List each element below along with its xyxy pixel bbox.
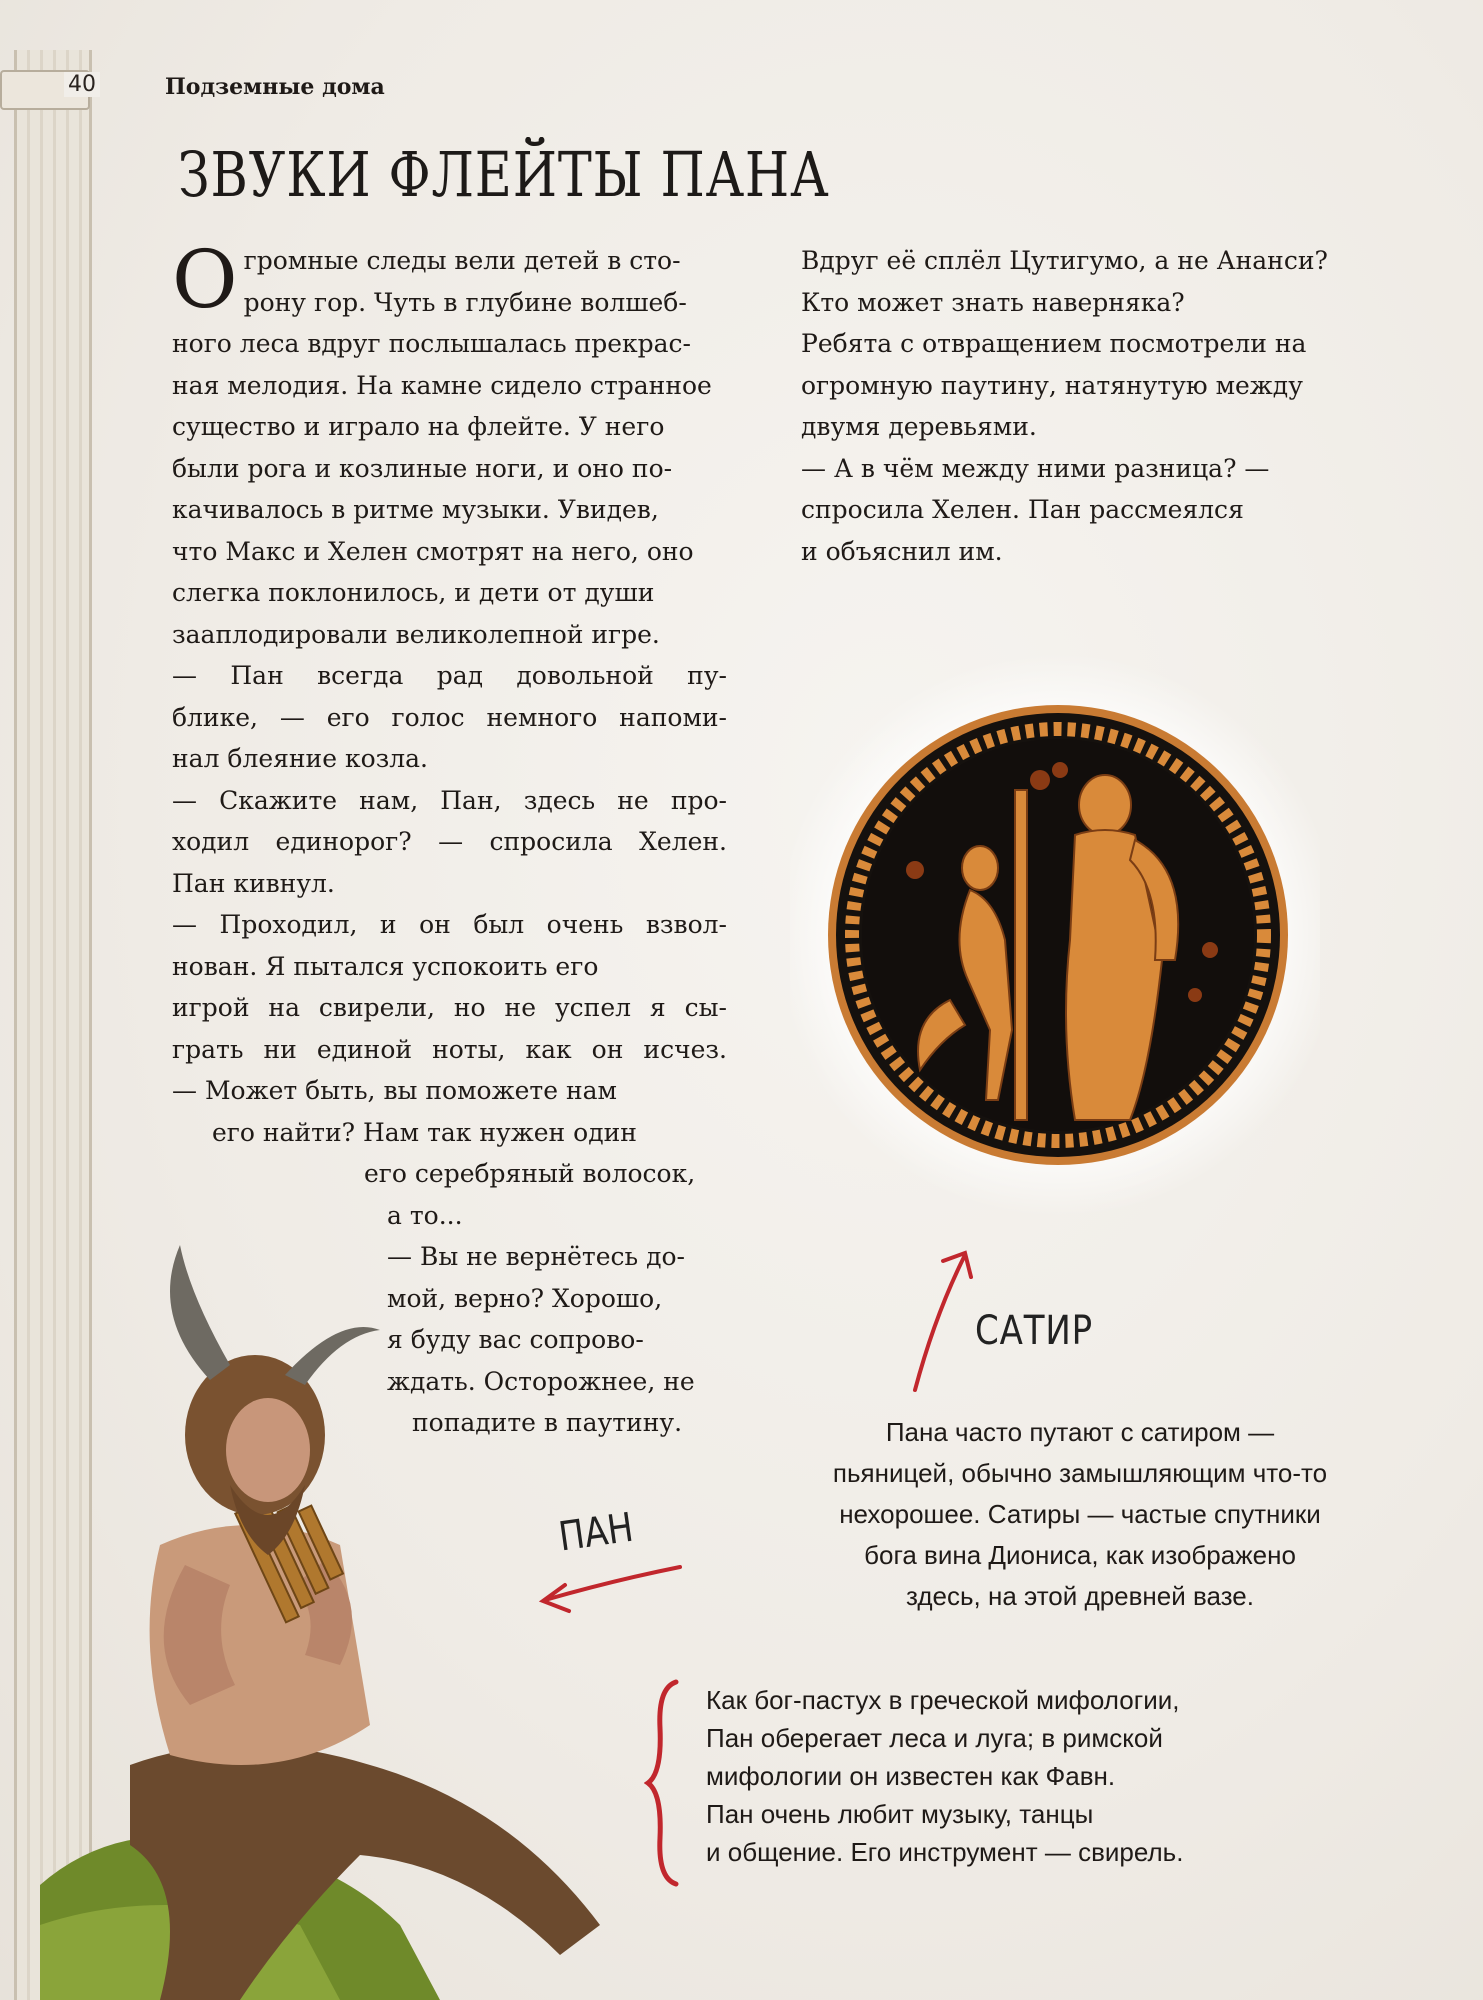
caption-line: Пана часто путают с сатиром —	[885, 1417, 1275, 1447]
caption-line: бога вина Диониса, как изображено	[864, 1540, 1296, 1570]
text-line: игрой на свирели, но не успел я сы-	[172, 993, 727, 1022]
text-line: я буду вас сопрово-	[387, 1325, 644, 1354]
text-line: Ребята с отвращением посмотрели на	[801, 329, 1307, 358]
note-line: Как бог-пастух в греческой мифологии,	[706, 1685, 1180, 1715]
page-title: ЗВУКИ ФЛЕЙТЫ ПАНА	[178, 138, 830, 211]
text-line: — А в чём между ними разница? —	[801, 453, 1270, 483]
curly-brace	[644, 1678, 684, 1888]
text-line: были рога и козлиные ноги, и оно по-	[172, 453, 673, 483]
text-line: Вдруг её сплёл Цутигумо, а не Ананси?	[801, 246, 1328, 275]
text-line: а то...	[387, 1200, 463, 1230]
text-line: что Макс и Хелен смотрят на него, оно	[172, 536, 694, 566]
text-line: слегка поклонилось, и дети от души	[172, 578, 655, 607]
ancient-vase-image	[790, 600, 1320, 1270]
text-line: мой, верно? Хорошо,	[387, 1283, 663, 1313]
note-line: Пан оберегает леса и луга; в римской	[706, 1723, 1163, 1753]
text-line: громные следы вели детей в сто-	[243, 246, 681, 275]
drop-cap: О	[172, 233, 238, 326]
satyr-caption	[820, 1412, 1340, 1617]
text-line: нован. Я пытался успокоить его	[172, 951, 599, 981]
note-line: и общение. Его инструмент — свирель.	[706, 1837, 1184, 1867]
text-line: и объяснил им.	[801, 536, 1003, 566]
section-title: Подземные дома	[165, 74, 385, 100]
text-line: ждать. Осторожнее, не	[387, 1366, 695, 1396]
satyr-label: САТИР	[975, 1308, 1093, 1354]
text-line: попадите в паутину.	[412, 1408, 683, 1437]
caption-line: нехорошее. Сатиры — частые спутники	[839, 1499, 1321, 1529]
note-line: мифологии он известен как Фавн.	[706, 1761, 1116, 1791]
note-line: Пан очень любит музыку, танцы	[706, 1799, 1094, 1829]
text-line: огромную паутину, натянутую между	[801, 370, 1303, 400]
text-line: ного леса вдруг послышалась прекрас-	[172, 329, 691, 358]
text-line: нал блеяние козла.	[172, 744, 429, 773]
text-line: Пан кивнул.	[172, 868, 335, 898]
right-text-column	[801, 240, 1391, 572]
text-line: Кто может знать наверняка?	[801, 287, 1185, 317]
text-line: качивалось в ритме музыки. Увидев,	[172, 495, 659, 524]
pan-arrow	[535, 1555, 685, 1615]
text-line: грать ни единой ноты, как он исчез.	[172, 1034, 727, 1064]
pan-note	[706, 1681, 1326, 1871]
text-line: ходил единорог? — спросила Хелен.	[172, 827, 727, 856]
text-line: блике, — его голос немного напоми-	[172, 702, 727, 732]
text-line: — Пан всегда рад довольной пу-	[172, 661, 727, 690]
text-line: — Проходил, и он был очень взвол-	[172, 910, 727, 939]
text-line: рону гор. Чуть в глубине волшеб-	[243, 287, 687, 317]
text-line: — Скажите нам, Пан, здесь не про-	[172, 785, 727, 815]
text-line: ная мелодия. На камне сидело странное	[172, 370, 712, 400]
text-line: существо и играло на флейте. У него	[172, 412, 665, 441]
pan-label: ПАН	[556, 1504, 637, 1561]
text-line: его серебряный волосок,	[364, 1159, 696, 1188]
text-line: зааплодировали великолепной игре.	[172, 619, 660, 649]
page-number: 40	[64, 72, 100, 97]
text-line: спросила Хелен. Пан рассмеялся	[801, 495, 1244, 524]
text-line: — Вы не вернётесь до-	[387, 1242, 685, 1271]
text-line: двумя деревьями.	[801, 412, 1037, 441]
text-line: — Может быть, вы поможете нам	[172, 1076, 617, 1105]
text-line: его найти? Нам так нужен один	[212, 1117, 637, 1147]
caption-line: пьяницей, обычно замышляющим что-то	[832, 1458, 1328, 1488]
caption-line: здесь, на этой древней вазе.	[905, 1581, 1254, 1611]
